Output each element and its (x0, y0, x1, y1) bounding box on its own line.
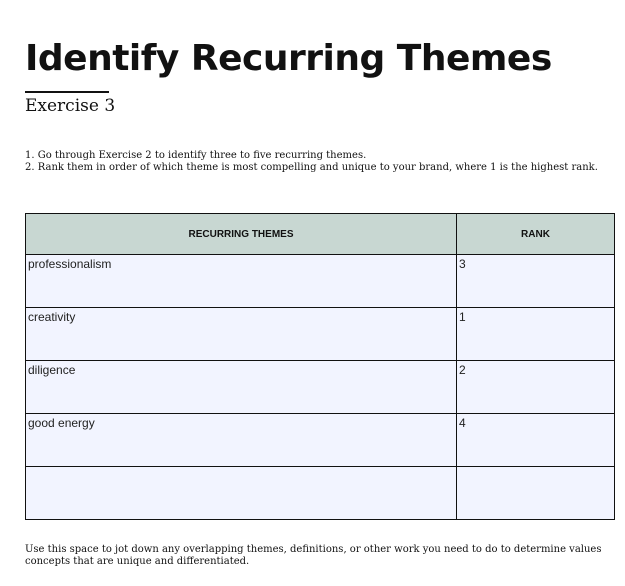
rank-cell[interactable]: 3 (457, 255, 615, 308)
instructions (25, 150, 615, 174)
rank-cell[interactable]: 4 (457, 414, 615, 467)
header-rank: RANK (457, 214, 615, 255)
table-row (26, 308, 615, 361)
instruction-step-2: 2. Rank them in order of which theme is most compelling and unique to your brand, where 1 is the highest rank. (25, 162, 598, 173)
exercise-subtitle: Exercise 3 (25, 96, 116, 116)
themes-table (25, 213, 615, 520)
theme-cell[interactable]: professionalism (26, 255, 457, 308)
theme-cell[interactable]: creativity (26, 308, 457, 361)
rank-cell[interactable] (457, 467, 615, 520)
theme-cell[interactable] (26, 467, 457, 520)
table-header-row (26, 214, 615, 255)
table-row (26, 255, 615, 308)
theme-cell[interactable]: good energy (26, 414, 457, 467)
notes-instructions: Use this space to jot down any overlapping themes, definitions, or other work you need to do to determine values concepts that are unique and differentiated. (25, 544, 602, 567)
header-recurring-themes: RECURRING THEMES (26, 214, 457, 255)
title-underline (25, 91, 109, 93)
table-row (26, 414, 615, 467)
table-row (26, 467, 615, 520)
rank-cell[interactable]: 1 (457, 308, 615, 361)
rank-cell[interactable]: 2 (457, 361, 615, 414)
instruction-step-1: 1. Go through Exercise 2 to identify three to five recurring themes. (25, 150, 367, 161)
page-title: Identify Recurring Themes (25, 38, 552, 79)
theme-cell[interactable]: diligence (26, 361, 457, 414)
table-row (26, 361, 615, 414)
